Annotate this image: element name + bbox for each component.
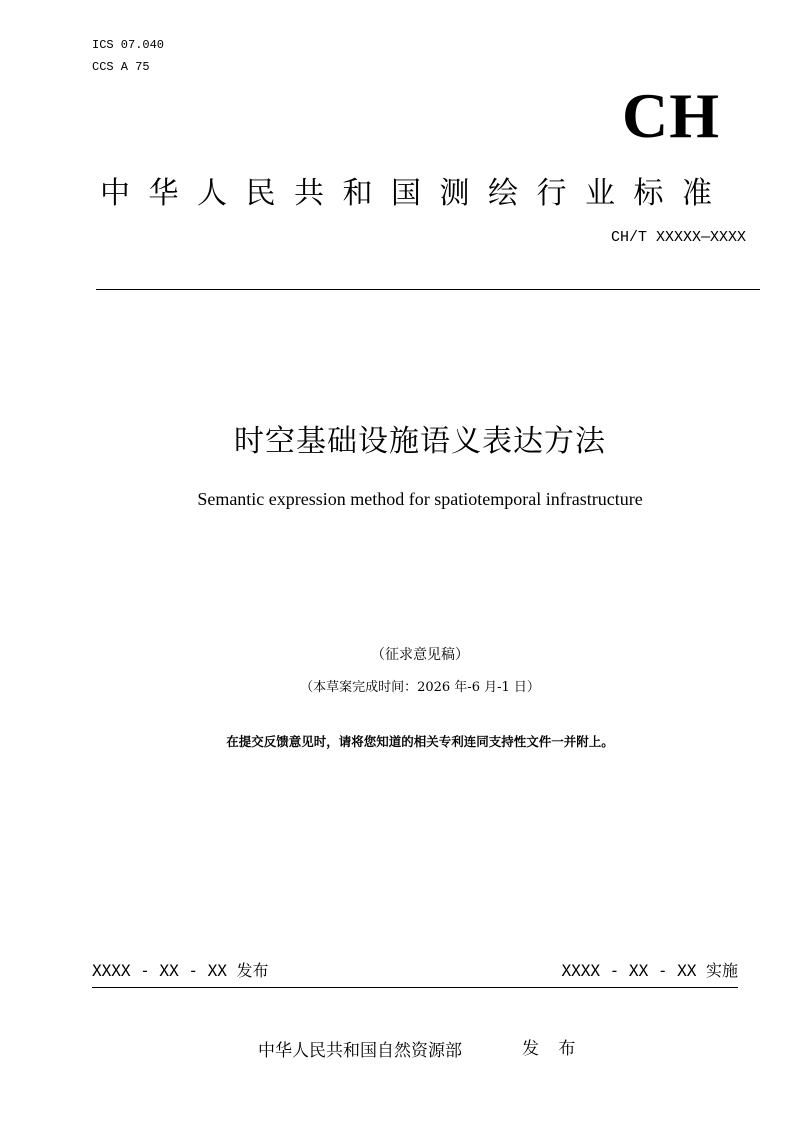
publisher: 中华人民共和国自然资源部 <box>258 1041 462 1061</box>
draft-date: （本草案完成时间：2026 年-6 月-1 日） <box>300 680 540 695</box>
ch-logo: CH <box>622 80 720 151</box>
document-title-cn: 时空基础设施语义表达方法 <box>234 424 606 459</box>
patent-notice: 在提交反馈意见时，请将您知道的相关专利连同支持性文件一并附上。 <box>226 734 614 749</box>
footer-divider <box>92 987 738 988</box>
draft-label: （征求意见稿） <box>371 647 469 663</box>
implement-date: XXXX - XX - XX 实施 <box>561 961 738 980</box>
standard-title: 中华人民共和国测绘行业标准 <box>100 176 731 211</box>
publish-label: 发 布 <box>522 1039 583 1059</box>
issue-date: XXXX - XX - XX 发布 <box>92 961 269 980</box>
ics-code: ICS 07.040 <box>92 38 165 52</box>
ccs-code: CCS A 75 <box>92 60 150 74</box>
header-divider <box>96 289 760 290</box>
document-title-en: Semantic expression method for spatiotemporal infrastructure <box>197 489 643 509</box>
standard-code: CH/T XXXXX—XXXX <box>610 229 746 246</box>
